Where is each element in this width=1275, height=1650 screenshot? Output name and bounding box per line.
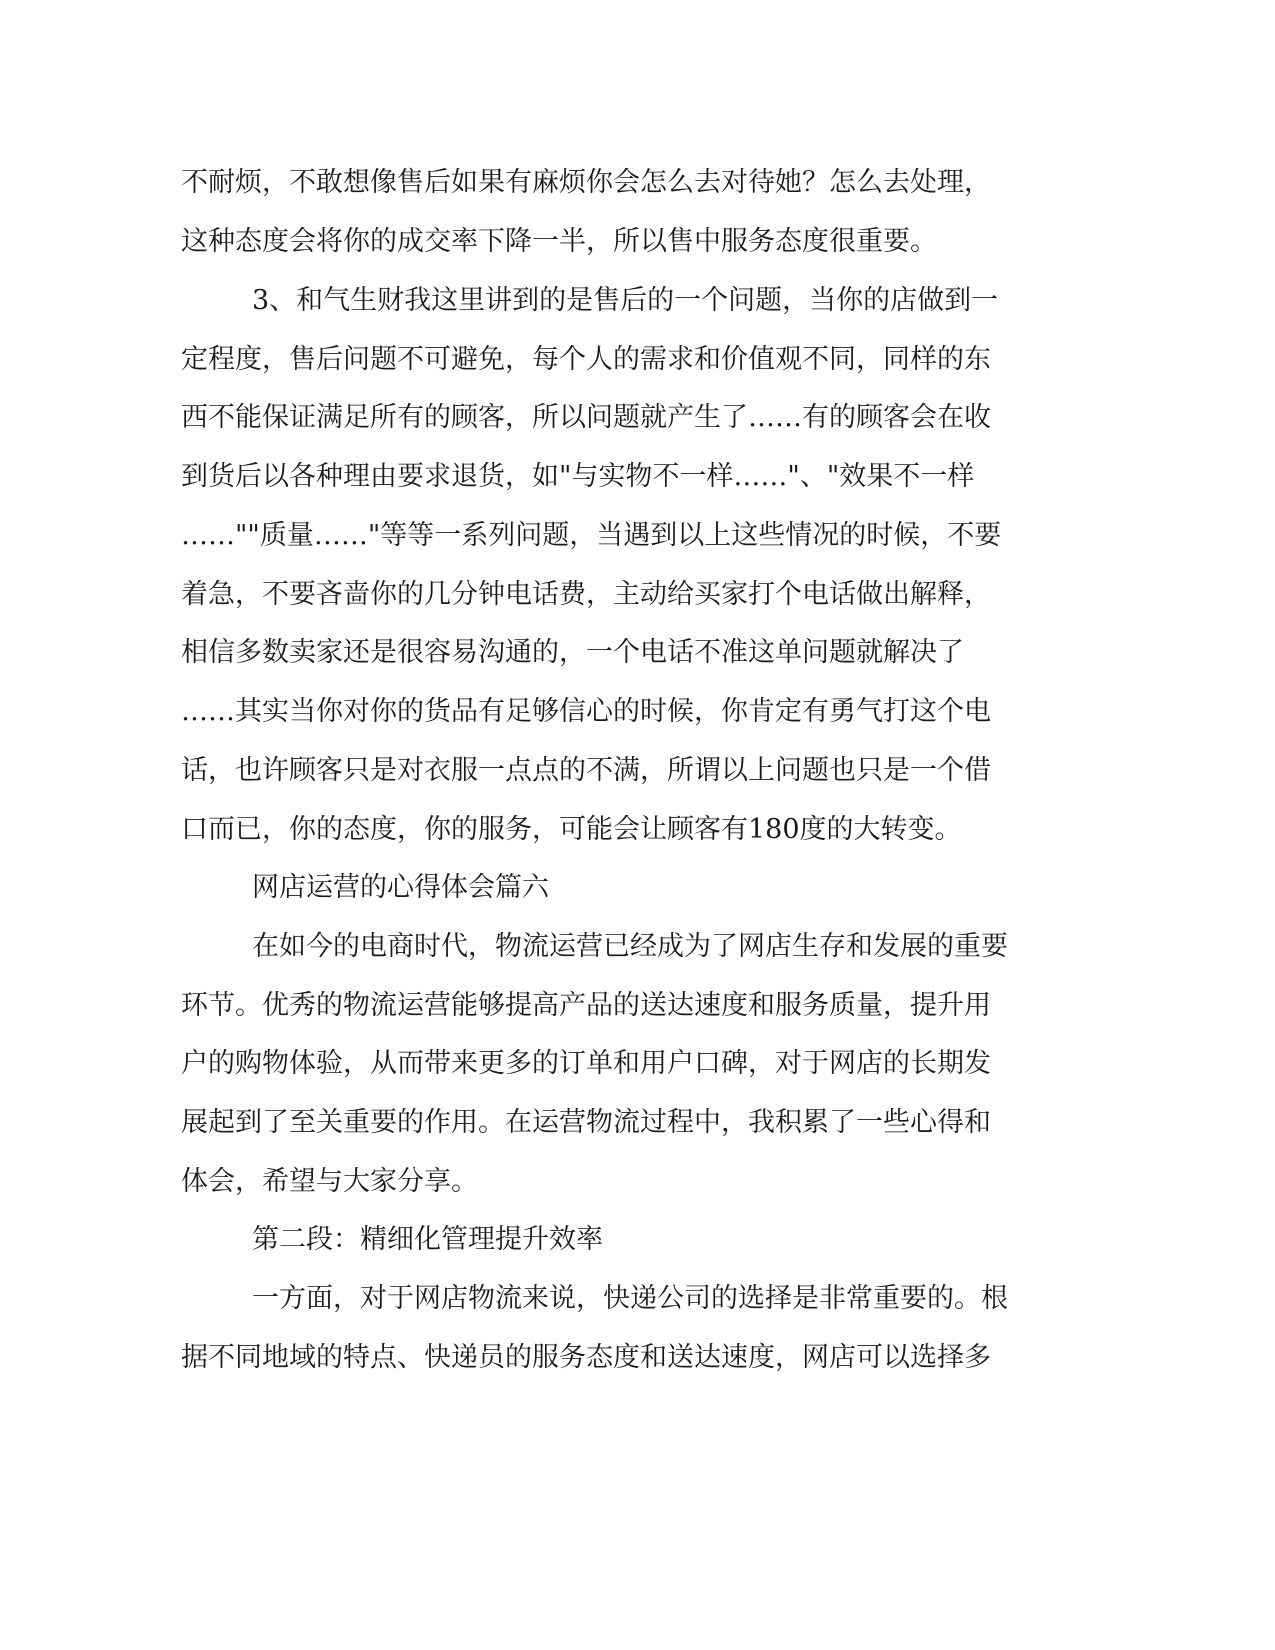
text-line-2: 这种态度会将你的成交率下降一半，所以售中服务态度很重要。 [181, 226, 937, 257]
text-line-18: 体会，希望与大家分享。 [181, 1166, 478, 1197]
text-line-17: 展起到了至关重要的作用。在运营物流过程中，我积累了一些心得和 [181, 1107, 991, 1138]
text-line-6: 到货后以各种理由要求退货，如"与实物不一样……"、"效果不一样 [181, 461, 975, 492]
text-line-20: 一方面，对于网店物流来说，快递公司的选择是非常重要的。根 [252, 1283, 1008, 1314]
text-line-14: 在如今的电商时代，物流运营已经成为了网店生存和发展的重要 [252, 931, 1008, 962]
subsection-heading: 第二段：精细化管理提升效率 [252, 1224, 603, 1255]
text-line-8: 着急，不要吝啬你的几分钟电话费，主动给买家打个电话做出解释， [181, 579, 991, 610]
text-line-7: ……""质量……"等等一系列问题，当遇到以上这些情况的时候，不要 [181, 520, 1002, 551]
text-line-10: ……其实当你对你的货品有足够信心的时候，你肯定有勇气打这个电 [181, 696, 991, 727]
text-line-9: 相信多数卖家还是很容易沟通的，一个电话不准这单问题就解决了 [181, 637, 964, 668]
section-heading: 网店运营的心得体会篇六 [252, 872, 549, 903]
text-line-3: 3、和气生财我这里讲到的是售后的一个问题，当你的店做到一 [252, 285, 999, 316]
text-line-21: 据不同地域的特点、快递员的服务态度和送达速度，网店可以选择多 [181, 1342, 991, 1373]
text-line-1: 不耐烦，不敢想像售后如果有麻烦你会怎么去对待她？怎么去处理， [181, 167, 991, 198]
text-line-15: 环节。优秀的物流运营能够提高产品的送达速度和服务质量，提升用 [181, 990, 991, 1021]
text-line-12: 口而已，你的态度，你的服务，可能会让顾客有180度的大转变。 [181, 814, 962, 845]
text-line-16: 户的购物体验，从而带来更多的订单和用户口碑，对于网店的长期发 [181, 1048, 991, 1079]
text-line-5: 西不能保证满足所有的顾客，所以问题就产生了……有的顾客会在收 [181, 402, 991, 433]
text-line-11: 话，也许顾客只是对衣服一点点的不满，所谓以上问题也只是一个借 [181, 755, 991, 786]
text-line-4: 定程度，售后问题不可避免，每个人的需求和价值观不同，同样的东 [181, 344, 991, 375]
